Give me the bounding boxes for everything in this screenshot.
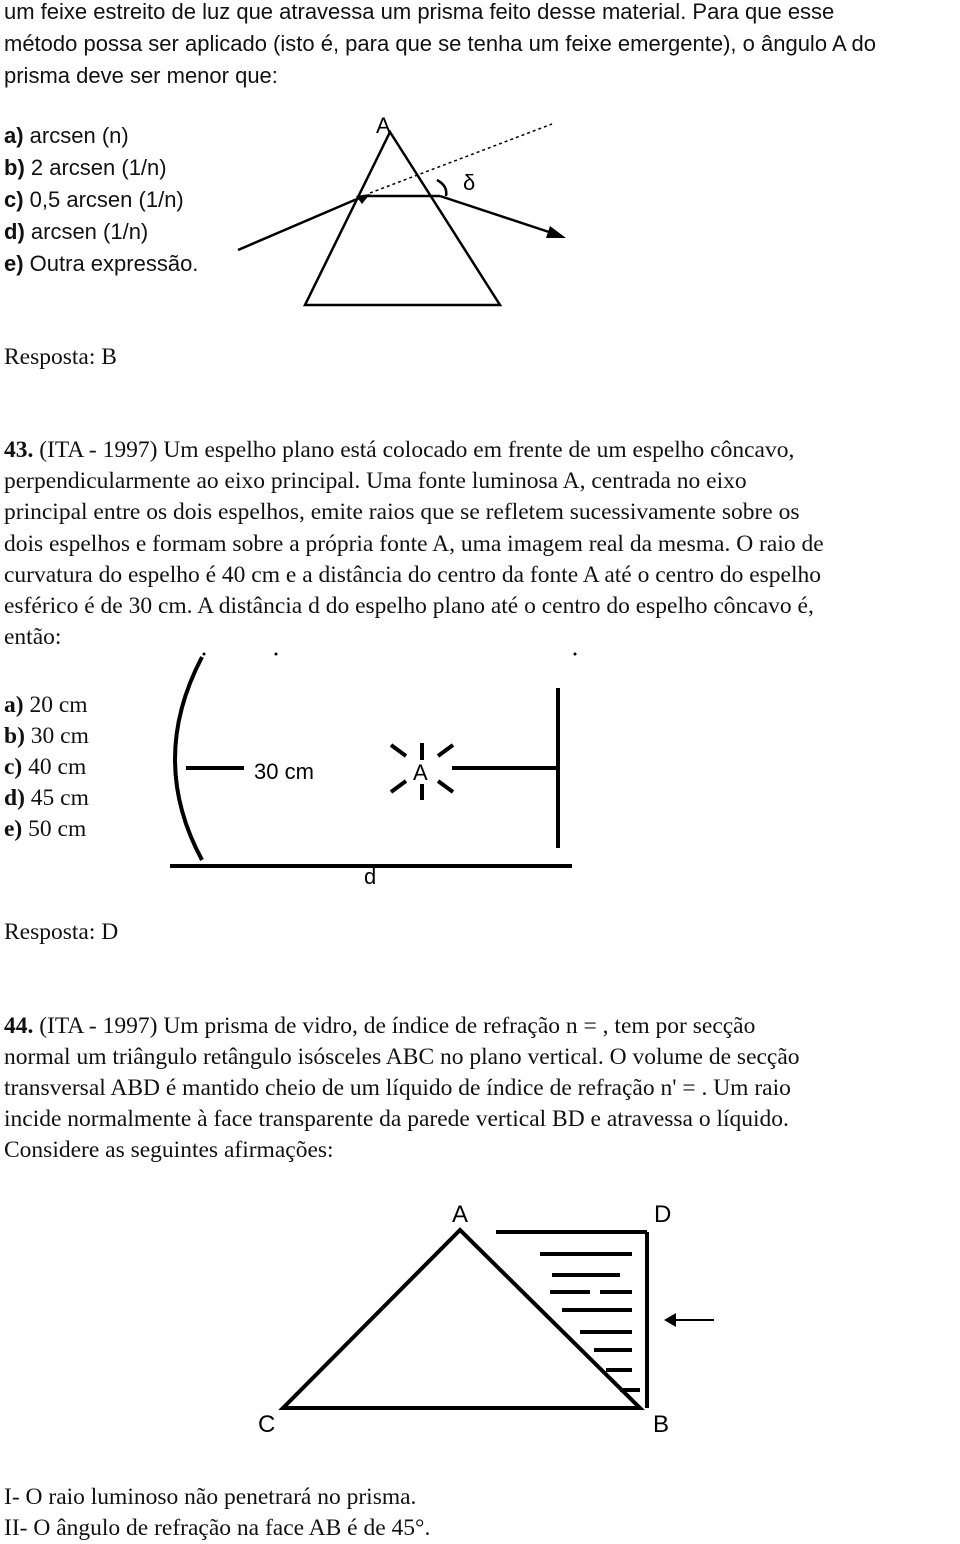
- q42-text-line-1: um feixe estreito de luz que atravessa um prisma feito desse material. Para que esse: [4, 0, 835, 24]
- q43-option-a: a) 20 cm: [4, 692, 88, 718]
- vertex-b-label: B: [653, 1411, 670, 1438]
- q44-text-line-2: normal um triângulo retângulo isósceles ABC no plano vertical. O volume de secção: [4, 1044, 800, 1070]
- q43-text-line-7: então:: [4, 624, 62, 650]
- q42-answer: Resposta: B: [4, 344, 117, 370]
- q42-text-line-2: método possa ser aplicado (isto é, para que se tenha um feixe emergente), o ângulo A do: [4, 31, 876, 56]
- distance-d-label: d: [364, 864, 377, 889]
- incident-arrowhead: [664, 1313, 676, 1327]
- prism-triangle: [305, 132, 500, 305]
- q43-text-line-6: esférico é de 30 cm. A distância d do espelho plano até o centro do espelho côncavo é,: [4, 593, 814, 619]
- q44-text-line-5: Considere as seguintes afirmações:: [4, 1137, 334, 1163]
- emergent-arrowhead: [546, 226, 566, 238]
- q43-text-line-2: perpendicularmente ao eixo principal. Uma fonte luminosa A, centrada no eixo: [4, 468, 747, 494]
- q43-answer: Resposta: D: [4, 919, 119, 945]
- prism-liquid-figure: [0, 1190, 960, 1450]
- vertex-c-label: C: [258, 1411, 276, 1438]
- q43-option-d: d) 45 cm: [4, 785, 89, 811]
- extended-ray-dotted: [370, 124, 552, 193]
- emergent-ray: [440, 196, 555, 234]
- q43-option-b: b) 30 cm: [4, 723, 89, 749]
- deviation-angle-arc: [437, 180, 446, 196]
- q44-text-line-4: incide normalmente à face transparente da parede vertical BD e atravessa o líquido.: [4, 1106, 789, 1132]
- prism-deviation-figure: [0, 0, 960, 320]
- q42-option-b: b) 2 arcsen (1/n): [4, 155, 167, 180]
- q43-option-e: e) 50 cm: [4, 816, 87, 842]
- q42-option-e: e) Outra expressão.: [4, 251, 199, 276]
- distance-30cm-label: 30 cm: [254, 759, 314, 784]
- prism-vertex-label: A: [376, 113, 391, 138]
- q43-option-c: c) 40 cm: [4, 754, 87, 780]
- glass-prism-abc: [283, 1230, 640, 1408]
- q42-option-d: d) arcsen (1/n): [4, 219, 149, 244]
- mirrors-figure: [0, 640, 960, 900]
- q43-text-line-5: curvatura do espelho é 40 cm e a distância do centro da fonte A até o centro do espelho: [4, 562, 821, 588]
- q44-statement-2: II- O ângulo de refração na face AB é de 45°.: [4, 1515, 431, 1541]
- vertex-d-label: D: [654, 1201, 672, 1228]
- concave-mirror: [175, 657, 202, 860]
- q44-text-line-1: 44. (ITA - 1997) Um prisma de vidro, de índice de refração n = , tem por secção: [4, 1013, 756, 1039]
- q43-text-line-4: dois espelhos e formam sobre a própria fonte A, uma imagem real da mesma. O raio de: [4, 531, 824, 557]
- q42-option-a: a) arcsen (n): [4, 123, 129, 148]
- deviation-angle-label: δ: [463, 170, 476, 195]
- vertex-a-label: A: [452, 1201, 469, 1228]
- q44-statement-1: I- O raio luminoso não penetrará no prisma.: [4, 1484, 417, 1510]
- q42-text-line-3: prisma deve ser menor que:: [4, 63, 278, 88]
- source-a-label: A: [413, 760, 428, 785]
- q43-text-line-3: principal entre os dois espelhos, emite raios que se refletem sucessivamente sobre os: [4, 499, 800, 525]
- q43-text-line-1: 43. (ITA - 1997) Um espelho plano está colocado em frente de um espelho côncavo,: [4, 437, 795, 463]
- q42-option-c: c) 0,5 arcsen (1/n): [4, 187, 184, 212]
- q44-text-line-3: transversal ABD é mantido cheio de um líquido de índice de refração n' = . Um raio: [4, 1075, 791, 1101]
